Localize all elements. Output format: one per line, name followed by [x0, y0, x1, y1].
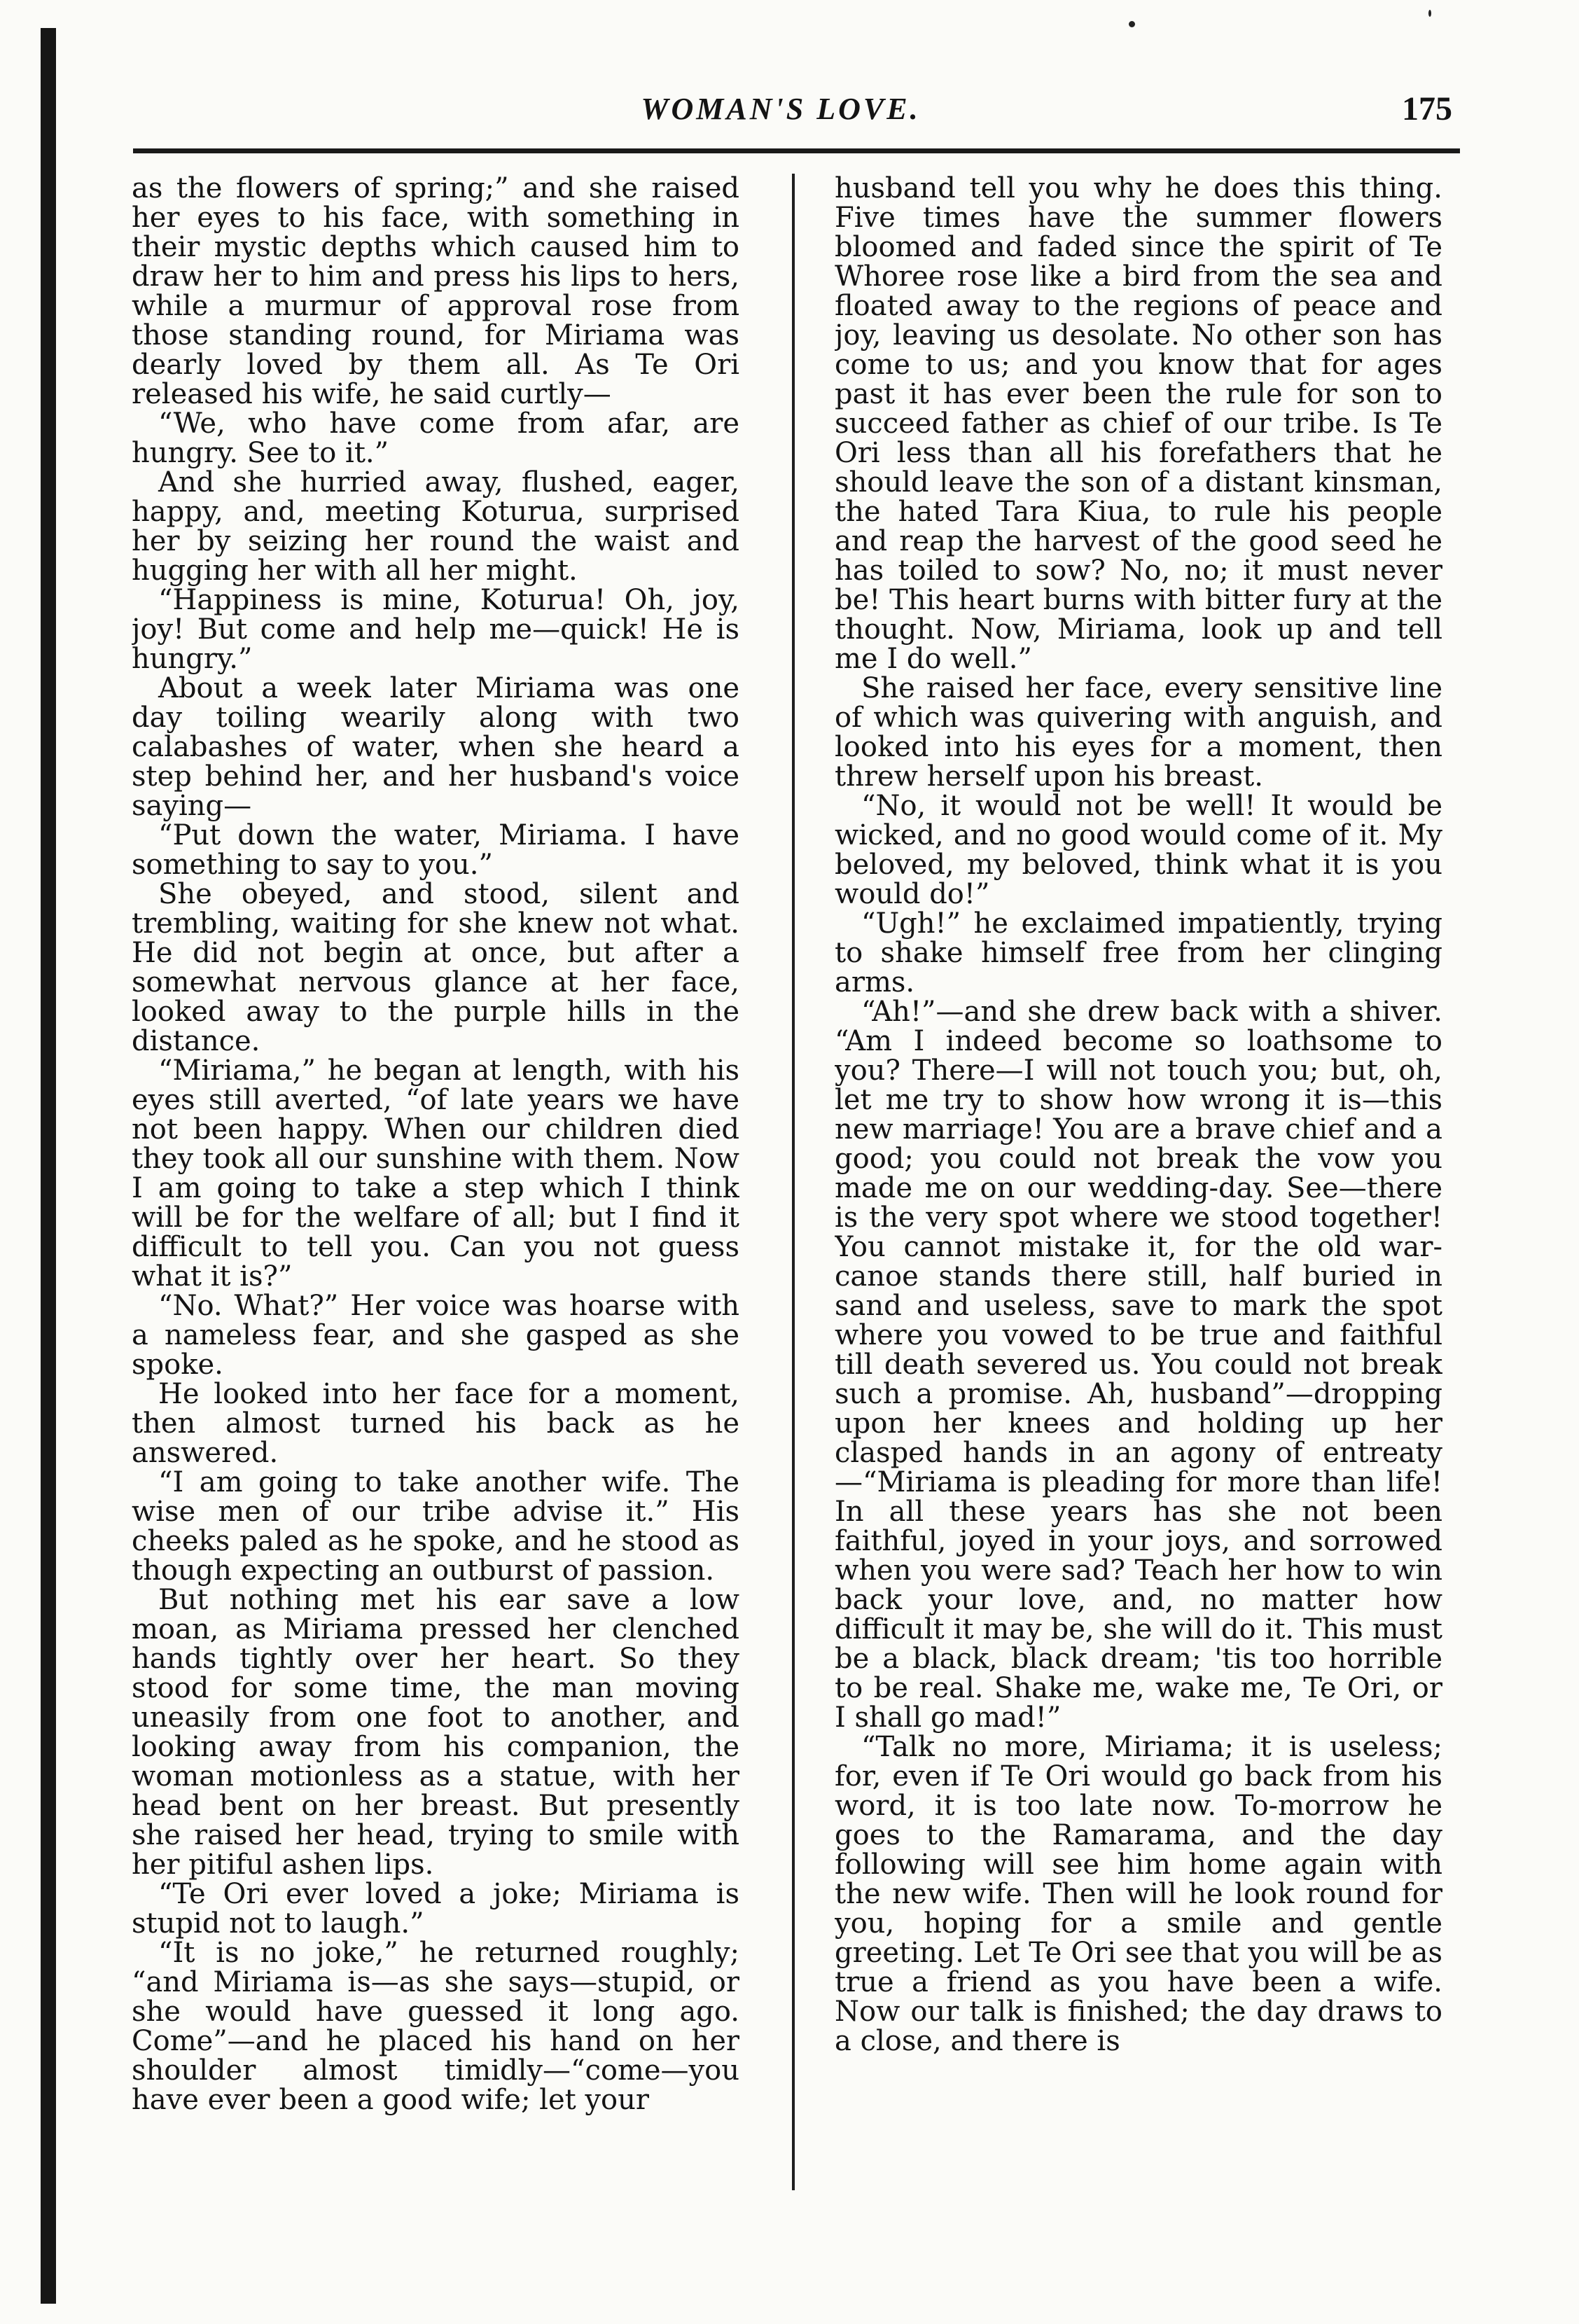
paragraph: “It is no joke,” he returned roughly; “and Miriama is—as she says—stupid, or she would have guessed it long ago. Come”—and he placed his hand on her shoulder almost timidly—“come—you have ever been a good wife; let your: [132, 1937, 739, 2116]
paragraph: “Ugh!” he exclaimed impatiently, trying to shake himself free from her clinging arms.: [835, 907, 1442, 999]
paragraph: “Te Ori ever loved a joke; Miriama is stupid not to laugh.”: [132, 1878, 739, 1940]
paragraph: “Put down the water, Miriama. I have something to say to you.”: [132, 819, 739, 881]
paragraph: “No. What?” Her voice was hoarse with a nameless fear, and she gasped as she spoke.: [132, 1290, 739, 1381]
right-column: [835, 174, 1442, 2162]
page-number: 175: [1402, 90, 1452, 127]
paragraph: She raised her face, every sensitive line of which was quivering with anguish, and looked into his eyes for a moment, then threw herself upon his breast.: [835, 672, 1442, 793]
paragraph: “Ah!”—and she drew back with a shiver. “Am I indeed become so loathsome to you? There—I will not touch you; but, oh, let me try to show how wrong it is—this new marriage! You are a brave chief and a good; you could not break the vow you made me on our wedding-day. See—there is the very spot where we stood together! You cannot mistake it, for the old war-canoe stands there still, half buried in sand and useless, save to mark the spot where you vowed to be true and faithful till death severed us. You could not break such a promise. Ah, husband”—dropping upon her knees and holding up her clasped hands in an agony of entreaty—“Miriama is pleading for more than life! In all these years has she not been faithful, joyed in your joys, and sorrowed when you were sad? Teach her how to win back your love, and, no matter how difficult it may be, she will do it. This must be a black, black dream; 'tis too horrible to be real. Shake me, wake me, Te Ori, or I shall go mad!”: [835, 996, 1442, 1734]
running-title: WOMAN'S LOVE.: [641, 92, 921, 126]
ink-speck: [1428, 10, 1431, 17]
paragraph: And she hurried away, flushed, eager, happy, and, meeting Koturua, surprised her by seizing her round the waist and hugging her with all her might.: [132, 466, 739, 587]
left-column: [132, 174, 739, 2162]
paragraph: as the flowers of spring;” and she raised her eyes to his face, with something in their mystic depths which caused him to draw her to him and press his lips to hers, while a murmur of approval rose from those standing round, for Miriama was dearly loved by them all. As Te Ori released his wife, he said curtly—: [132, 174, 739, 410]
header-rule: [133, 148, 1460, 153]
paragraph: husband tell you why he does this thing. Five times have the summer flowers bloomed and faded since the spirit of Te Whoree rose like a bird from the sea and floated away to the regions of peace and joy, leaving us desolate. No other son has come to us; and you know that for ages past it has ever been the rule for son to succeed father as chief of our tribe. Is Te Ori less than all his forefathers that he should leave the son of a distant kinsman, the hated Tara Kiua, to rule his people and reap the harvest of the good seed he has toiled to sow? No, no; it must never be! This heart burns with bitter fury at the thought. Now, Miriama, look up and tell me I do well.”: [835, 174, 1442, 675]
paragraph: “Talk no more, Miriama; it is useless; for, even if Te Ori would go back from his word, it is too late now. To-morrow he goes to the Ramarama, and the day following will see him home again with the new wife. Then will he look round for you, hoping for a smile and gentle greeting. Let Te Ori see that you will be as true a friend as you have been a wife. Now our talk is finished; the day draws to a close, and there is: [835, 1731, 1442, 2057]
paragraph: “Happiness is mine, Koturua! Oh, joy, joy! But come and help me—quick! He is hungry.”: [132, 584, 739, 675]
paragraph: “We, who have come from afar, are hungry. See to it.”: [132, 408, 739, 469]
paragraph: He looked into her face for a moment, then almost turned his back as he answered.: [132, 1378, 739, 1469]
paragraph: “Miriama,” he began at length, with his eyes still averted, “of late years we have not been happy. When our children died they took all our sunshine with them. Now I am going to take a step which I think will be for the welfare of all; but I find it difficult to tell you. Can you not guess what it is?”: [132, 1055, 739, 1293]
page-header: [105, 83, 1456, 146]
page-spine-edge: [41, 28, 56, 2304]
paragraph: About a week later Miriama was one day toiling wearily along with two calabashes of water, when she heard a step behind her, and her husband's voice saying—: [132, 672, 739, 822]
paragraph: “I am going to take another wife. The wise men of our tribe advise it.” His cheeks paled as he spoke, and he stood as though expecting an outburst of passion.: [132, 1466, 739, 1587]
paragraph: She obeyed, and stood, silent and trembling, waiting for she knew not what. He did not begin at once, but after a somewhat nervous glance at her face, looked away to the purple hills in the distance.: [132, 878, 739, 1057]
paragraph: But nothing met his ear save a low moan, as Miriama pressed her clenched hands tightly over her heart. So they stood for some time, the man moving uneasily from one foot to another, and looking away from his companion, the woman motionless as a statue, with her head bent on her breast. But presently she raised her head, trying to smile with her pitiful ashen lips.: [132, 1584, 739, 1881]
column-divider: [792, 174, 795, 2190]
ink-speck: [1129, 21, 1135, 27]
paragraph: “No, it would not be well! It would be wicked, and no good would come of it. My beloved, my beloved, think what it is you would do!”: [835, 790, 1442, 910]
